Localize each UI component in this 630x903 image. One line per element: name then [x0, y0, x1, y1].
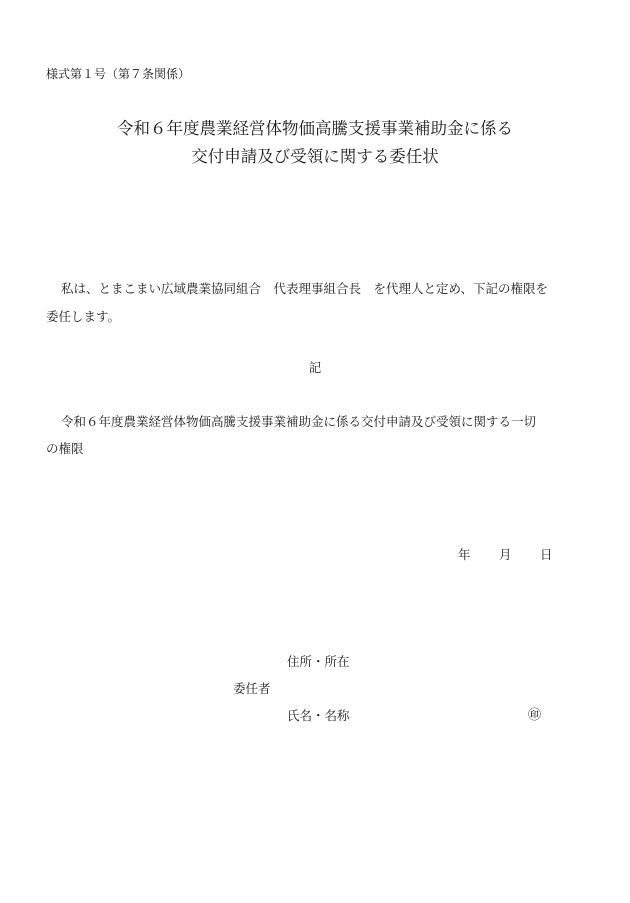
seal-mark-icon: ㊞: [528, 708, 542, 723]
document-title-line-2: 交付申請及び受領に関する委任状: [191, 147, 439, 166]
authority-scope-line-2: の権限: [46, 441, 84, 456]
delegator-label: 委任者: [233, 681, 271, 696]
date-day-label: 日: [540, 547, 553, 562]
address-label: 住所・所在: [287, 654, 350, 669]
name-label: 氏名・名称: [287, 708, 350, 723]
delegation-statement-line-2: 委任します。: [46, 309, 121, 324]
ki-heading: 記: [308, 360, 322, 375]
date-month-label: 月: [499, 547, 512, 562]
authority-scope-line-1: 令和６年度農業経営体物価高騰支援事業補助金に係る交付申請及び受領に関する一切: [61, 414, 537, 429]
date-year-label: 年: [458, 547, 471, 562]
delegation-statement-line-1: 私は、とまこまい広域農業協同組合 代表理事組合長 を代理人と定め、下記の権限を: [61, 281, 549, 296]
form-number: 様式第１号（第７条関係）: [46, 67, 191, 81]
document-title-line-1: 令和６年度農業経営体物価高騰支援事業補助金に係る: [117, 119, 513, 138]
